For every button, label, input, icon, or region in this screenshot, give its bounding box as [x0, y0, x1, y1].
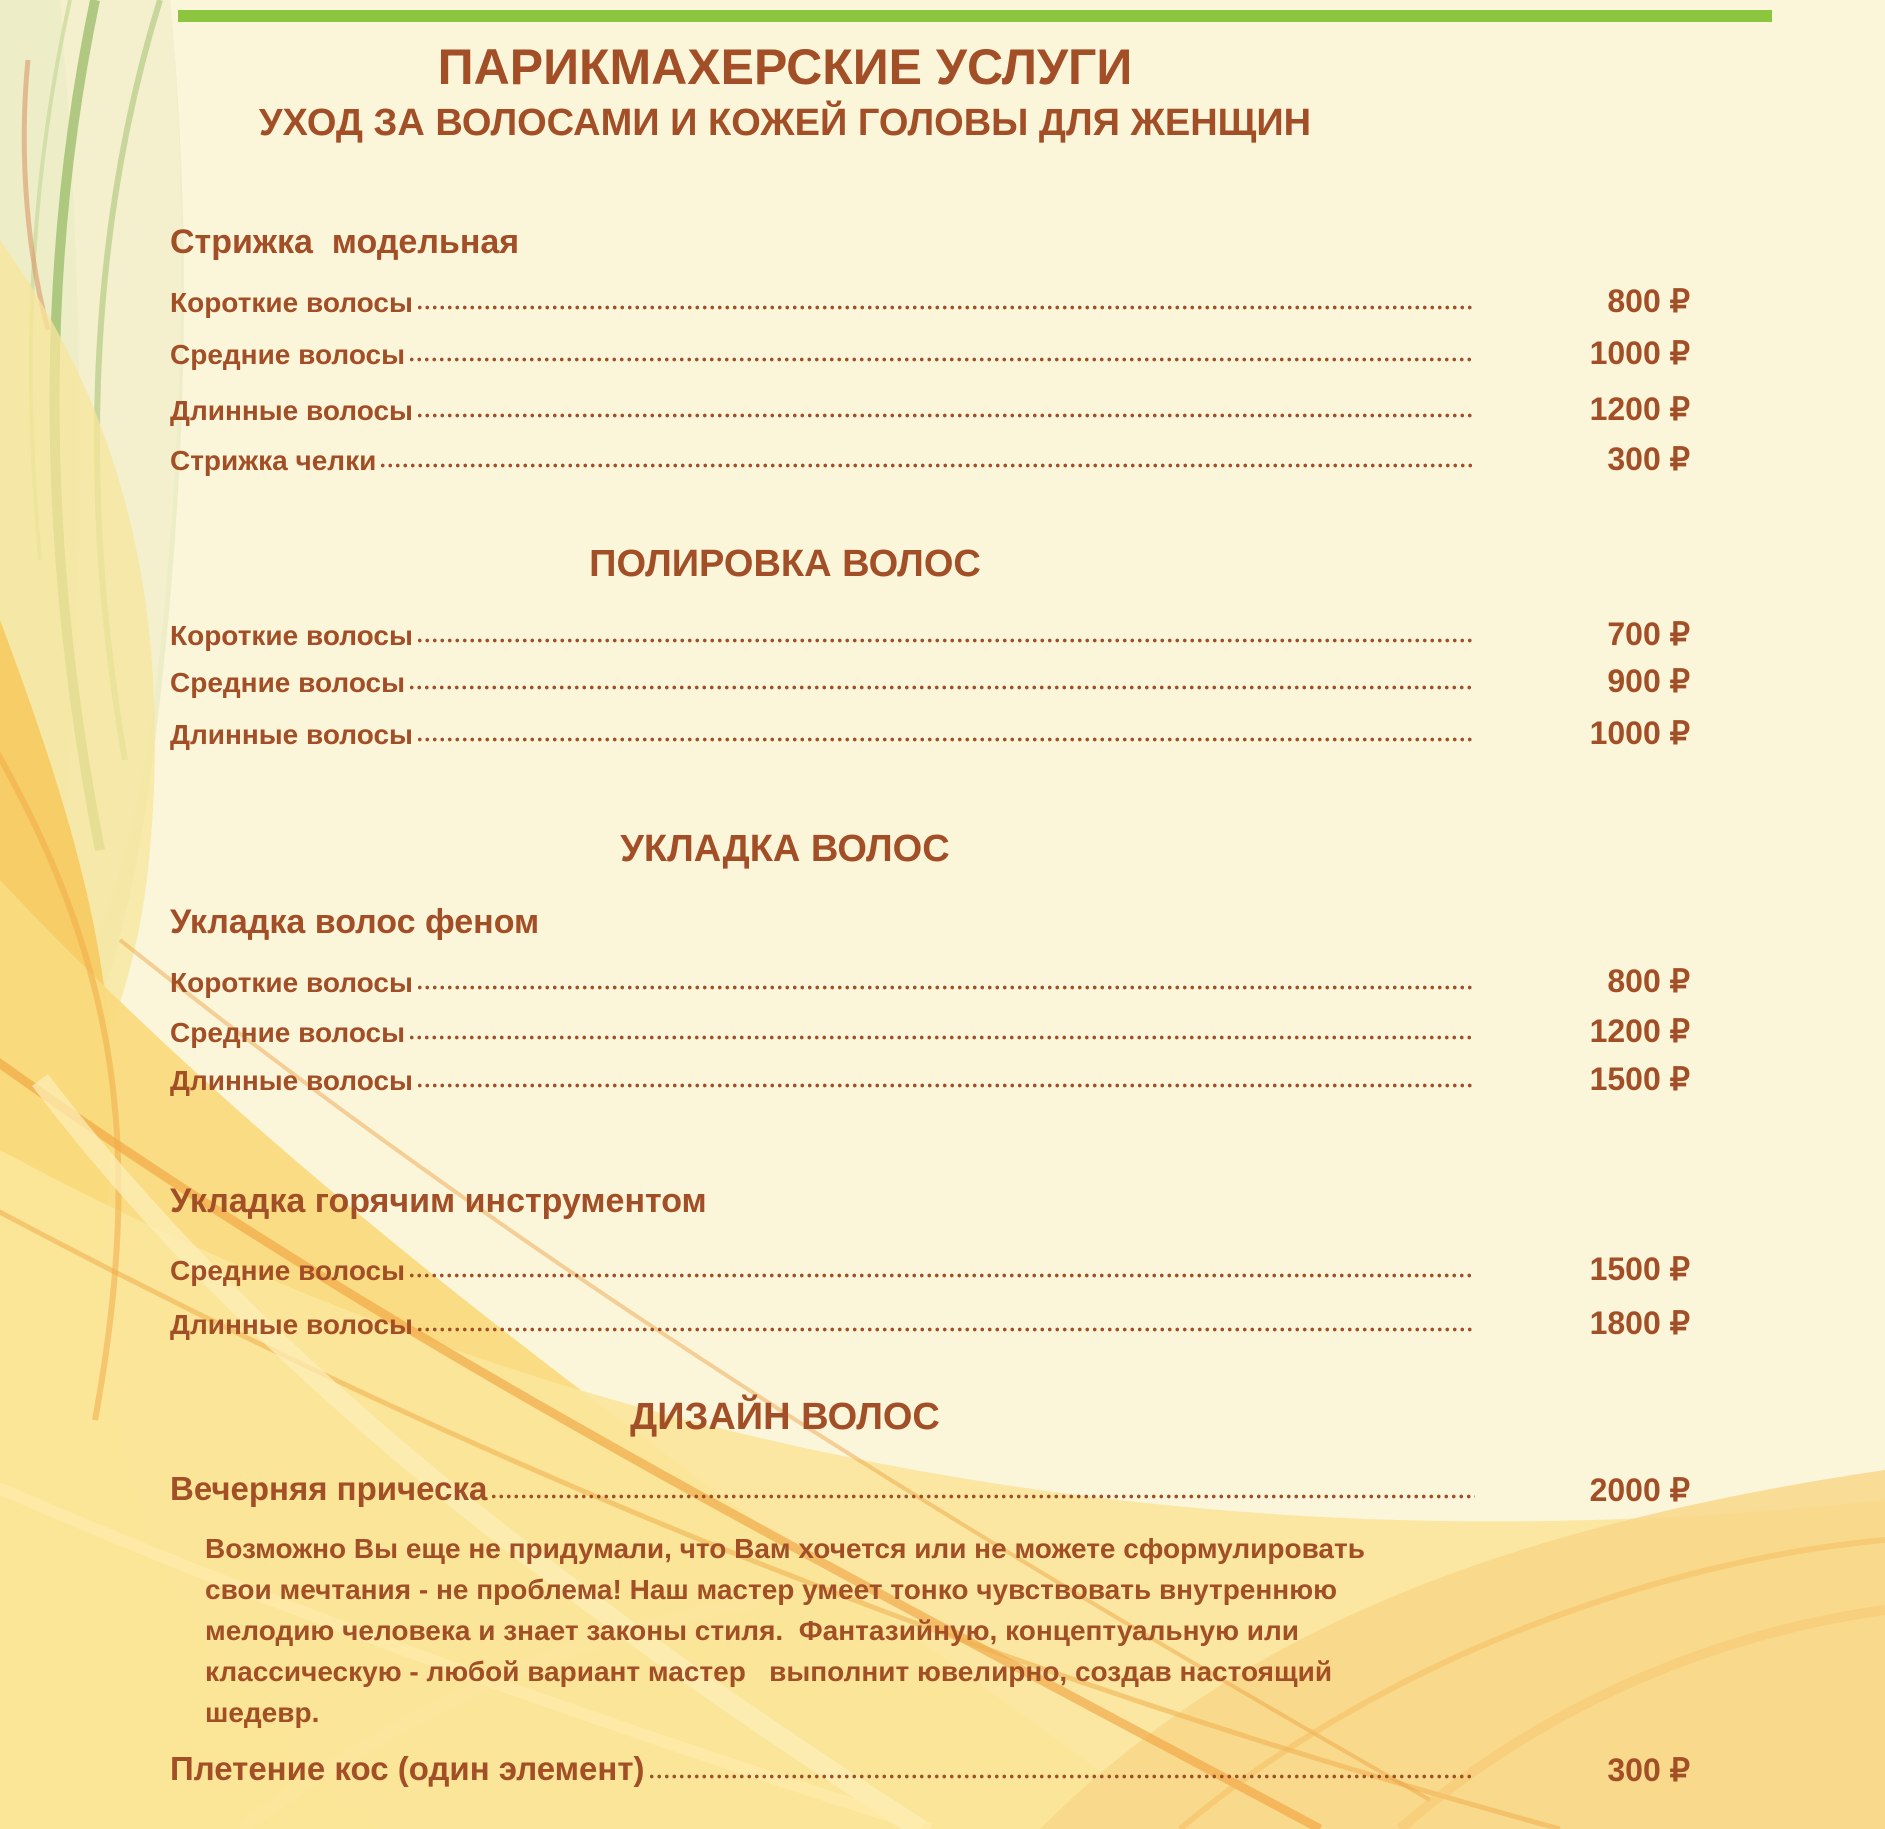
description-line: Возможно Вы еще не придумали, что Вам хочется или не можете сформулировать	[205, 1533, 1365, 1564]
price-row	[170, 1247, 1690, 1287]
section-title-styling: УКЛАДКА ВОЛОС	[620, 828, 950, 870]
service-label: Короткие волосы	[170, 966, 413, 998]
description-line: классическую - любой вариант мастер выполнит ювелирно, создав настоящий	[205, 1656, 1333, 1687]
top-rule	[178, 10, 1772, 22]
service-label: Средние волосы	[170, 1254, 406, 1286]
price-row	[170, 437, 1690, 477]
dot-leader	[416, 735, 1475, 744]
service-label: Стрижка челки	[170, 444, 377, 476]
service-price: 900 ₽	[1607, 662, 1690, 699]
section-title-polishing: ПОЛИРОВКА ВОЛОС	[589, 543, 981, 585]
service-price: 300 ₽	[1607, 440, 1690, 477]
section-title-design: ДИЗАЙН ВОЛОС	[630, 1396, 940, 1438]
price-row	[170, 1462, 1690, 1508]
dot-leader	[408, 1033, 1475, 1042]
service-label: Средние волосы	[170, 338, 406, 370]
service-price: 1000 ₽	[1589, 714, 1690, 751]
service-label: Средние волосы	[170, 666, 406, 698]
service-label: Длинные волосы	[170, 1064, 413, 1096]
dot-leader	[416, 1325, 1475, 1334]
page-title: ПАРИКМАХЕРСКИЕ УСЛУГИ	[437, 39, 1133, 95]
description-line: шедевр.	[205, 1697, 320, 1728]
service-label: Длинные волосы	[170, 718, 413, 750]
description-line: мелодию человека и знает законы стиля. Фантазийную, концептуальную или	[205, 1615, 1300, 1646]
page-subtitle: УХОД ЗА ВОЛОСАМИ И КОЖЕЙ ГОЛОВЫ ДЛЯ ЖЕНЩИН	[258, 102, 1312, 144]
service-price: 300 ₽	[1607, 1751, 1690, 1788]
dot-leader	[408, 683, 1475, 692]
group-heading-blow-dry: Укладка волос феном	[170, 903, 540, 941]
dot-leader	[408, 355, 1475, 364]
price-row	[170, 1742, 1690, 1788]
service-price: 1200 ₽	[1589, 1012, 1690, 1049]
price-row	[170, 1301, 1690, 1341]
group-heading-hot-tools: Укладка горячим инструментом	[170, 1182, 707, 1220]
group-heading-model-cut: Стрижка модельная	[170, 223, 520, 261]
price-row	[170, 1057, 1690, 1097]
price-row	[170, 711, 1690, 751]
dot-leader	[490, 1492, 1475, 1501]
service-label: Длинные волосы	[170, 1308, 413, 1340]
service-price: 1200 ₽	[1589, 390, 1690, 427]
service-label: Длинные волосы	[170, 394, 413, 426]
service-label: Короткие волосы	[170, 286, 413, 318]
dot-leader	[416, 411, 1475, 420]
dot-leader	[416, 303, 1475, 312]
price-row	[170, 331, 1690, 371]
dot-leader	[416, 983, 1475, 992]
service-price: 800 ₽	[1607, 962, 1690, 999]
service-price: 1000 ₽	[1589, 334, 1690, 371]
price-row	[170, 279, 1690, 319]
service-label: Короткие волосы	[170, 619, 413, 651]
service-price: 1800 ₽	[1589, 1304, 1690, 1341]
dot-leader	[416, 636, 1475, 645]
evening-hairstyle-description	[205, 1528, 1505, 1733]
dot-leader	[648, 1772, 1476, 1781]
dot-leader	[379, 461, 1475, 470]
dot-leader	[416, 1081, 1475, 1090]
service-label: Вечерняя прическа	[170, 1470, 488, 1508]
description-line: свои мечтания - не проблема! Наш мастер умеет тонко чувствовать внутреннюю	[205, 1574, 1338, 1605]
price-row	[170, 959, 1690, 999]
service-price: 1500 ₽	[1589, 1060, 1690, 1097]
price-row	[170, 387, 1690, 427]
service-price: 800 ₽	[1607, 282, 1690, 319]
price-row	[170, 659, 1690, 699]
service-label: Средние волосы	[170, 1016, 406, 1048]
dot-leader	[408, 1271, 1475, 1280]
price-row	[170, 612, 1690, 652]
price-row	[170, 1009, 1690, 1049]
service-price: 1500 ₽	[1589, 1250, 1690, 1287]
service-price: 700 ₽	[1607, 615, 1690, 652]
service-price: 2000 ₽	[1589, 1471, 1690, 1508]
service-label: Плетение кос (один элемент)	[170, 1750, 645, 1788]
